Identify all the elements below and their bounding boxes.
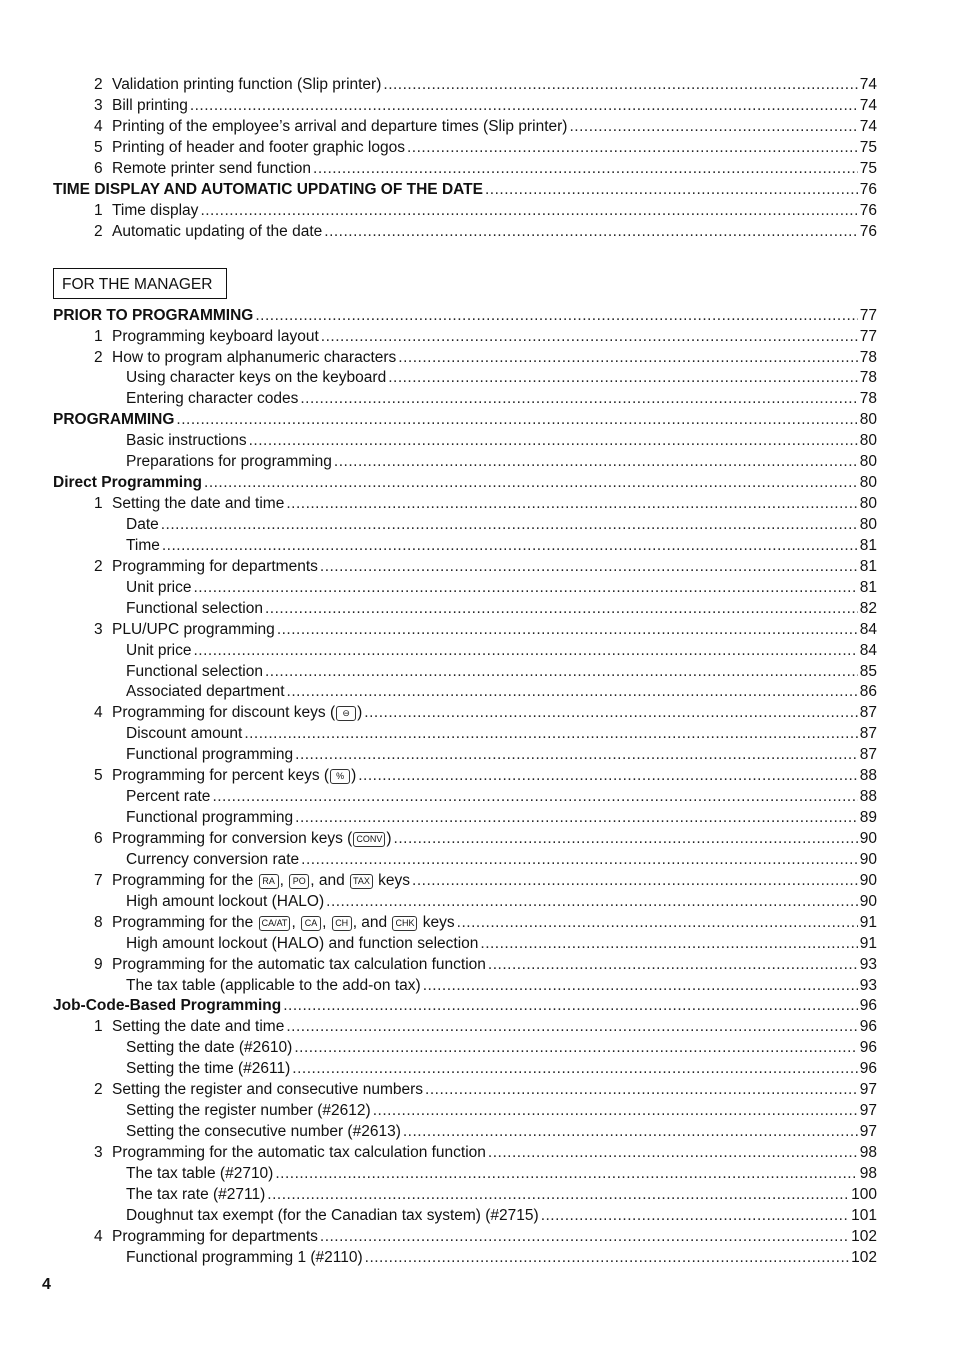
dot-leader: [398, 347, 857, 368]
toc-entry-page: 87: [859, 704, 877, 721]
key-icon: PO: [289, 874, 309, 889]
dot-leader: [255, 305, 857, 326]
toc-entry: [94, 116, 877, 137]
toc-entry-page: 90: [859, 851, 877, 868]
toc-entry-number: 4: [94, 704, 103, 721]
toc-entry-page: 84: [859, 621, 877, 638]
dot-leader: [287, 681, 858, 702]
dot-leader: [277, 619, 858, 640]
toc-entry: [126, 1163, 877, 1184]
key-icon: ⊖: [336, 706, 356, 721]
toc-entry-title: 2 How to program alphanumeric characters: [94, 349, 397, 366]
toc-entry-page: 84: [859, 642, 877, 659]
toc-entry-page: 93: [859, 956, 877, 973]
toc-entry: [94, 137, 877, 158]
dot-leader: [383, 74, 857, 95]
toc-entry-title: Entering character codes: [126, 390, 299, 407]
toc-entry-title: 4 Programming for discount keys ( ⊖ ): [94, 704, 363, 721]
toc-entry-page: 76: [859, 181, 877, 198]
toc-entry: [53, 995, 877, 1016]
toc-entry-title: 1 Setting the date and time: [94, 495, 285, 512]
toc-entry: [126, 1205, 877, 1226]
dot-leader: [204, 472, 858, 493]
dot-leader: [286, 1016, 857, 1037]
toc-entry-title: Preparations for programming: [126, 453, 332, 470]
toc-entry: [94, 493, 877, 514]
toc-entry: [94, 556, 877, 577]
dot-leader: [190, 95, 858, 116]
toc-entry: [126, 598, 877, 619]
toc-entry: [53, 179, 877, 200]
dot-leader: [244, 723, 857, 744]
dot-leader: [212, 786, 857, 807]
toc-entry-page: 98: [859, 1165, 877, 1182]
toc-entry: [126, 1037, 877, 1058]
toc-entry-title: 3 Programming for the automatic tax calculation function: [94, 1144, 486, 1161]
toc-entry: [126, 451, 877, 472]
toc-entry-page: 74: [859, 97, 877, 114]
toc-entry-number: 1: [94, 495, 103, 512]
toc-entry-title: 6 Programming for conversion keys ( CONV ): [94, 830, 392, 847]
toc-entry-page: 78: [859, 390, 877, 407]
key-icon: CA/AT: [259, 916, 291, 931]
toc-entry-page: 74: [859, 118, 877, 135]
dot-leader: [193, 640, 857, 661]
toc-entry-page: 97: [859, 1081, 877, 1098]
toc-entry-page: 90: [859, 893, 877, 910]
toc-entry-page: 97: [859, 1123, 877, 1140]
toc-entry-number: 7: [94, 872, 103, 889]
key-icon: %: [330, 769, 350, 784]
section-heading-box: FOR THE MANAGER: [53, 268, 227, 299]
dot-leader: [457, 912, 858, 933]
toc-entry-title: 2 Programming for departments: [94, 558, 318, 575]
toc-entry: [94, 828, 877, 849]
toc-entry: [126, 975, 877, 996]
toc-entry-page: 86: [859, 683, 877, 700]
toc-entry-title: Discount amount: [126, 725, 243, 742]
toc-entry-number: 6: [94, 830, 103, 847]
dot-leader: [283, 995, 858, 1016]
dot-leader: [313, 158, 858, 179]
toc-entry-title: 3 PLU/UPC programming: [94, 621, 275, 638]
toc-entry-page: 93: [859, 977, 877, 994]
toc-entry: [126, 514, 877, 535]
dot-leader: [423, 975, 858, 996]
toc-entry-title: 1 Time display: [94, 202, 199, 219]
toc-entry-page: 80: [859, 474, 877, 491]
toc-entry: [126, 1100, 877, 1121]
toc-entry-title: Functional selection: [126, 600, 263, 617]
toc-entry-page: 96: [859, 1039, 877, 1056]
dot-leader: [265, 661, 858, 682]
toc-entry-page: 87: [859, 746, 877, 763]
page-number: 4: [42, 1276, 51, 1293]
dot-leader: [200, 200, 857, 221]
toc-entry-title: The tax table (applicable to the add-on tax): [126, 977, 421, 994]
toc-entry: [94, 326, 877, 347]
toc-entry-title: Using character keys on the keyboard: [126, 369, 387, 386]
toc-entry-title: 2 Validation printing function (Slip printer): [94, 76, 382, 93]
toc-entry-page: 80: [859, 411, 877, 428]
toc-entry: [126, 1121, 877, 1142]
toc-entry-title: Setting the register number (#2612): [126, 1102, 371, 1119]
toc-entry: [126, 535, 877, 556]
toc-entry: [53, 472, 877, 493]
dot-leader: [412, 870, 858, 891]
toc-entry: [126, 891, 877, 912]
toc-entry-page: 85: [859, 663, 877, 680]
toc-entry-number: 2: [94, 558, 103, 575]
dot-leader: [321, 326, 858, 347]
toc-entry-number: 5: [94, 139, 103, 156]
dot-leader: [364, 702, 857, 723]
toc-entry-page: 75: [859, 139, 877, 156]
toc-entry-page: 82: [859, 600, 877, 617]
dot-leader: [569, 116, 857, 137]
toc-entry: [94, 158, 877, 179]
toc-entry: [126, 807, 877, 828]
key-icon: CONV: [353, 832, 385, 847]
toc-entry: [94, 870, 877, 891]
toc-entry-title: Date: [126, 516, 159, 533]
toc-entry: [126, 1184, 877, 1205]
toc-entry-number: 3: [94, 621, 103, 638]
toc-entry-page: 96: [859, 1018, 877, 1035]
dot-leader: [373, 1100, 858, 1121]
toc-entry: [94, 1226, 877, 1247]
dot-leader: [358, 765, 858, 786]
toc-entry: [126, 367, 877, 388]
dot-leader: [295, 744, 858, 765]
toc-entry-page: 88: [859, 767, 877, 784]
dot-leader: [488, 954, 858, 975]
toc-entry-title: Doughnut tax exempt (for the Canadian tax system) (#2715): [126, 1207, 539, 1224]
toc-entry-number: 2: [94, 76, 103, 93]
toc-entry-page: 76: [859, 223, 877, 240]
toc-entry-page: 91: [859, 914, 877, 931]
dot-leader: [388, 367, 858, 388]
dot-leader: [176, 409, 857, 430]
toc-entry-page: 90: [859, 830, 877, 847]
toc-entry-page: 80: [859, 516, 877, 533]
toc-entry-page: 90: [859, 872, 877, 889]
dot-leader: [488, 1142, 858, 1163]
dot-leader: [320, 1226, 849, 1247]
toc-entry-title: Job-Code-Based Programming: [53, 997, 282, 1014]
toc-entry: [94, 619, 877, 640]
toc-entry-title: Associated department: [126, 683, 285, 700]
toc-entry-title: PRIOR TO PROGRAMMING: [53, 307, 254, 324]
toc-entry-page: 74: [859, 76, 877, 93]
toc-entry-page: 102: [851, 1249, 877, 1266]
key-icon: RA: [259, 874, 279, 889]
toc-entry: [126, 430, 877, 451]
dot-leader: [300, 388, 857, 409]
toc-entry-page: 80: [859, 432, 877, 449]
toc-entry: [94, 347, 877, 368]
toc-entry-title: Unit price: [126, 642, 192, 659]
toc-entry-page: 87: [859, 725, 877, 742]
toc-entry-page: 80: [859, 453, 877, 470]
toc-entry-page: 77: [859, 328, 877, 345]
toc-entry-title: Currency conversion rate: [126, 851, 300, 868]
dot-leader: [407, 137, 858, 158]
dot-leader: [485, 179, 858, 200]
dot-leader: [265, 598, 858, 619]
toc-entry-page: 88: [859, 788, 877, 805]
dot-leader: [480, 933, 857, 954]
toc-entry-page: 96: [859, 997, 877, 1014]
toc-entry-title: 9 Programming for the automatic tax calculation function: [94, 956, 486, 973]
dot-leader: [249, 430, 858, 451]
toc-entry: [126, 933, 877, 954]
toc-entry-page: 102: [851, 1228, 877, 1245]
dot-leader: [267, 1184, 849, 1205]
toc-entry-page: 80: [859, 495, 877, 512]
dot-leader: [394, 828, 858, 849]
toc-entry-number: 3: [94, 97, 103, 114]
toc-entry-page: 97: [859, 1102, 877, 1119]
toc-entry-number: 1: [94, 328, 103, 345]
toc-entry-title: 7 Programming for the RA , PO , and TAX keys: [94, 872, 411, 889]
toc-entry-page: 96: [859, 1060, 877, 1077]
dot-leader: [301, 849, 858, 870]
toc-entry-number: 1: [94, 202, 103, 219]
toc-entry-page: 81: [859, 537, 877, 554]
key-icon: CA: [301, 916, 321, 931]
toc-entry: [126, 1247, 877, 1268]
dot-leader: [275, 1163, 857, 1184]
toc-entry: [94, 1016, 877, 1037]
toc-entry: [94, 912, 877, 933]
dot-leader: [286, 493, 857, 514]
toc-entry: [94, 702, 877, 723]
toc-entry-page: 76: [859, 202, 877, 219]
toc-entry: [94, 954, 877, 975]
toc-entry-title: Direct Programming: [53, 474, 203, 491]
toc-entry-title: Percent rate: [126, 788, 211, 805]
toc-entry-title: Functional programming 1 (#2110): [126, 1249, 363, 1266]
toc-entry-title: Time: [126, 537, 160, 554]
toc-entry-page: 78: [859, 349, 877, 366]
toc-entry: [94, 765, 877, 786]
toc-entry-page: 101: [851, 1207, 877, 1224]
toc-entry-number: 4: [94, 118, 103, 135]
toc-entry-title: TIME DISPLAY AND AUTOMATIC UPDATING OF THE DATE: [53, 181, 483, 198]
dot-leader: [425, 1079, 858, 1100]
key-icon: TAX: [350, 874, 373, 889]
toc-entry: [126, 849, 877, 870]
toc-entry-title: Setting the time (#2611): [126, 1060, 291, 1077]
toc-entry-title: The tax rate (#2711): [126, 1186, 266, 1203]
toc-entry-title: Functional programming: [126, 746, 294, 763]
toc-entry: [126, 388, 877, 409]
toc-entry-page: 75: [859, 160, 877, 177]
toc-entry-page: 81: [859, 579, 877, 596]
dot-leader: [295, 807, 858, 828]
toc-entry-page: 98: [859, 1144, 877, 1161]
toc-entry: [126, 577, 877, 598]
dot-leader: [541, 1205, 849, 1226]
key-icon: CHK: [392, 916, 417, 931]
toc-entry-page: 78: [859, 369, 877, 386]
toc-entry-title: Setting the date (#2610): [126, 1039, 293, 1056]
toc-entry-number: 2: [94, 1081, 103, 1098]
toc-entry-page: 77: [859, 307, 877, 324]
toc-entry-title: PROGRAMMING: [53, 411, 175, 428]
toc-entry-title: 8 Programming for the CA/AT , CA , CH , and CHK keys: [94, 914, 455, 931]
dot-leader: [193, 577, 857, 598]
toc-entry: [53, 409, 877, 430]
toc-entry-page: 81: [859, 558, 877, 575]
toc-entry: [53, 305, 877, 326]
toc-entry: [94, 95, 877, 116]
toc-entry: [126, 681, 877, 702]
toc-entry-title: Functional programming: [126, 809, 294, 826]
toc-entry-number: 2: [94, 223, 103, 240]
toc-entry-title: 2 Setting the register and consecutive numbers: [94, 1081, 424, 1098]
dot-leader: [320, 556, 858, 577]
toc-entry-title: 2 Automatic updating of the date: [94, 223, 323, 240]
dot-leader: [365, 1247, 849, 1268]
toc-entry-number: 3: [94, 1144, 103, 1161]
toc-entry-number: 2: [94, 349, 103, 366]
toc-entry-title: High amount lockout (HALO): [126, 893, 325, 910]
dot-leader: [403, 1121, 858, 1142]
toc-entry-title: Unit price: [126, 579, 192, 596]
toc-entry: [94, 200, 877, 221]
toc-entry-title: 5 Programming for percent keys ( % ): [94, 767, 357, 784]
toc-entry-title: 4 Programming for departments: [94, 1228, 318, 1245]
key-icon: CH: [332, 916, 352, 931]
toc-entry-page: 91: [859, 935, 877, 952]
toc-entry-title: 1 Setting the date and time: [94, 1018, 285, 1035]
toc-entry-page: 89: [859, 809, 877, 826]
toc-entry: [126, 1058, 877, 1079]
toc-entry-number: 5: [94, 767, 103, 784]
dot-leader: [162, 535, 858, 556]
toc-entry-title: Functional selection: [126, 663, 263, 680]
toc-entry: [126, 786, 877, 807]
toc-entry-number: 8: [94, 914, 103, 931]
toc-entry-number: 4: [94, 1228, 103, 1245]
dot-leader: [294, 1037, 857, 1058]
toc-entry-number: 1: [94, 1018, 103, 1035]
dot-leader: [161, 514, 858, 535]
toc-entry-title: 3 Bill printing: [94, 97, 188, 114]
toc-entry-title: 4 Printing of the employee’s arrival and departure times (Slip printer): [94, 118, 568, 135]
toc-entry: [94, 1079, 877, 1100]
toc-entry-title: Basic instructions: [126, 432, 247, 449]
toc-entry-title: 5 Printing of header and footer graphic logos: [94, 139, 405, 156]
toc-entry: [94, 74, 877, 95]
toc-entry-title: 1 Programming keyboard layout: [94, 328, 319, 345]
toc-entry: [94, 1142, 877, 1163]
toc-entry-title: The tax table (#2710): [126, 1165, 274, 1182]
dot-leader: [324, 221, 857, 242]
toc-entry: [126, 744, 877, 765]
toc-entry-title: 6 Remote printer send function: [94, 160, 312, 177]
dot-leader: [326, 891, 858, 912]
toc-entry: [126, 661, 877, 682]
toc-entry: [94, 221, 877, 242]
toc-entry-number: 9: [94, 956, 103, 973]
toc-entry-number: 6: [94, 160, 103, 177]
toc-entry: [126, 640, 877, 661]
dot-leader: [292, 1058, 857, 1079]
dot-leader: [334, 451, 858, 472]
toc-entry-page: 100: [851, 1186, 877, 1203]
toc-entry: [126, 723, 877, 744]
toc-entry-title: High amount lockout (HALO) and function selection: [126, 935, 479, 952]
toc-entry-title: Setting the consecutive number (#2613): [126, 1123, 401, 1140]
